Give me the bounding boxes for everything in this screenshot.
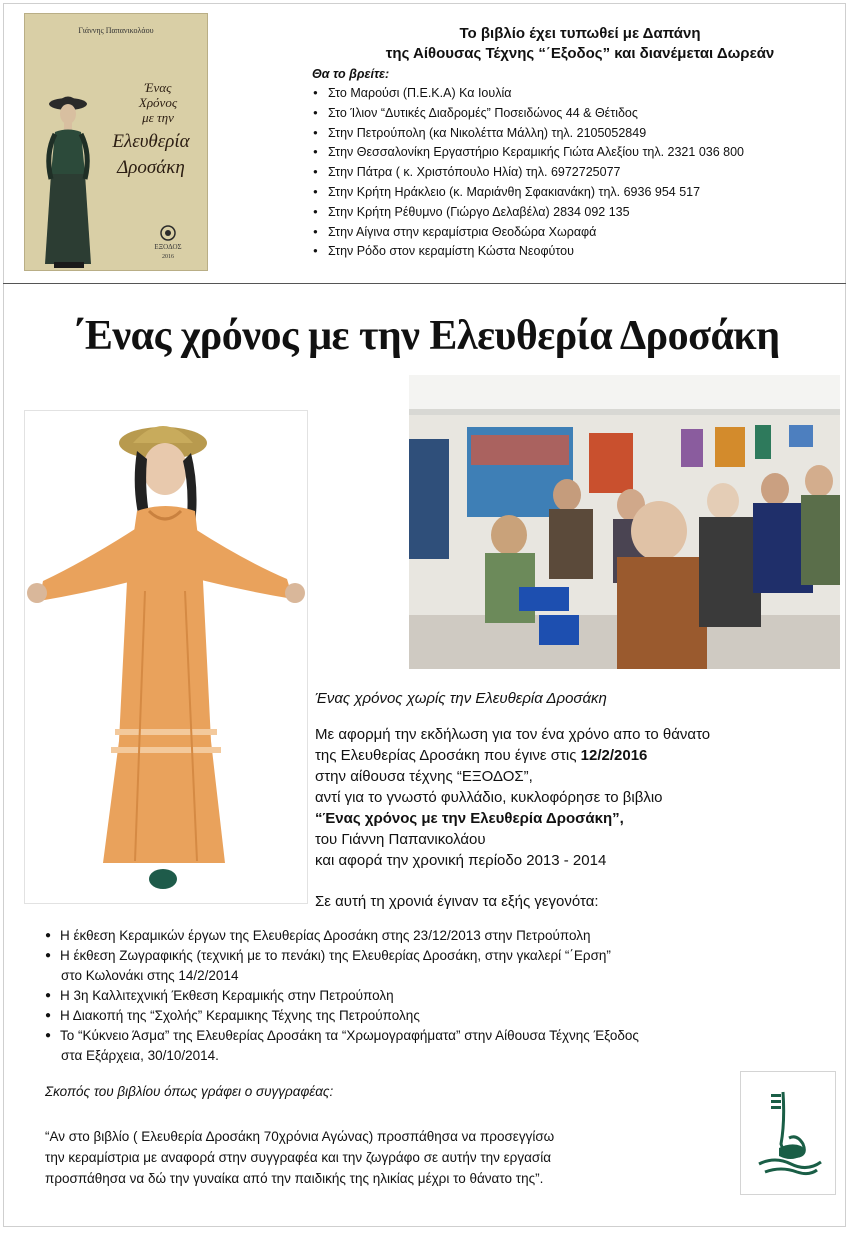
- paragraph-line: Με αφορμή την εκδήλωση για τον ένα χρόνο απο το θάνατο: [315, 726, 711, 743]
- header-line-2: της Αίθουσας Τέχνης “΄Εξοδος” και διανέμεται Δωρεάν: [385, 45, 775, 62]
- paragraph-line: της Ελευθερίας Δροσάκη που έγινε στις 12/2/2016: [315, 747, 648, 764]
- divider: [3, 283, 846, 284]
- woman-in-dress-photo: [24, 410, 308, 904]
- where-to-find-label: Θα το βρείτε:: [312, 67, 390, 81]
- bullet-icon: [312, 183, 328, 204]
- book-cover-image: [25, 14, 207, 270]
- location-item: ●Στην Πετρούπολη (κα Νικολέττα Μάλλη) τηλ. 2105052849: [312, 124, 744, 144]
- woman-figure-illustration: [41, 94, 101, 274]
- cover-publisher: ΕΞΟΔΟΣ: [154, 243, 182, 251]
- location-item: ●Στο Μαρούσι (Π.Ε.Κ.Α) Κα Ιουλία: [312, 84, 744, 104]
- bullet-icon: [312, 104, 328, 125]
- bullet-icon: ●: [45, 950, 52, 961]
- cover-title-small: Ένας Χρόνος με την: [138, 80, 178, 125]
- page-title: ΄Ενας χρόνος με την Ελευθερία Δροσάκη: [71, 313, 780, 359]
- location-item: ●Στην Ρόδο στον κεραμίστη Κώστα Νεοφύτου: [312, 242, 744, 262]
- bullet-icon: ●: [45, 1010, 52, 1021]
- cover-author: Γιάννης Παπανικολάου: [78, 26, 154, 35]
- event-audience-photo: [409, 375, 840, 669]
- event-item: ● Η 3η Καλλιτεχνική Έκθεση Κεραμικής στην Πετρούπολη: [45, 986, 639, 1006]
- event-item: ● Η έκθεση Κεραμικών έργων της Ελευθερίας Δροσάκη στης 23/12/2013 στην Πετρούπολη: [45, 926, 639, 946]
- bullet-icon: [312, 84, 328, 105]
- bullet-icon: [312, 203, 328, 224]
- cover-title-large: Ελευθερία Δροσάκη: [112, 131, 190, 178]
- bullet-icon: ●: [45, 990, 52, 1001]
- bullet-icon: [312, 143, 328, 164]
- location-item: ●Στην Κρήτη Ηράκλειο (κ. Μαριάνθη Σφακιανάκη) τηλ. 6936 954 517: [312, 183, 744, 203]
- article-paragraph: [315, 724, 710, 871]
- event-item: ● Η έκθεση Ζωγραφικής (τεχνική με το πενάκι) της Ελευθερίας Δροσάκη, στην γκαλερί “΄Ερση” στο Κωλονάκι στης 14/2/2014: [45, 948, 611, 983]
- author-quote: [45, 1126, 554, 1189]
- events-intro: Σε αυτή τη χρονιά έγιναν τα εξής γεγονότα:: [315, 893, 599, 910]
- quote-line: “Αν στο βιβλίο ( Ελευθερία Δροσάκη 70χρόνια Αγώνας) προσπάθησα να προσεγγίσω: [45, 1129, 555, 1144]
- book-title-inline: “Ένας χρόνος με την Ελευθερία Δροσάκη”,: [315, 810, 624, 827]
- quote-line: την κεραμίστρια με αναφορά στην συγγραφέα και την ζωγράφο σε αυτήν την εργασία: [45, 1150, 552, 1165]
- bullet-icon: ●: [45, 930, 52, 941]
- locations-list: [312, 84, 744, 262]
- bullet-icon: ●: [45, 1030, 52, 1041]
- events-list: [45, 926, 639, 1066]
- bullet-icon: [312, 163, 328, 184]
- location-item: ●Στην Κρήτη Ρέθυμνο (Γιώργο Δελαβέλα) 2834 092 135: [312, 203, 744, 223]
- location-item: ●Στην Αίγινα στην κεραμίστρια Θεοδώρα Χωραφά: [312, 223, 744, 243]
- paragraph-line: στην αίθουσα τέχνης “ΕΞΟΔΟΣ”,: [315, 768, 533, 785]
- bullet-icon: [312, 242, 328, 263]
- location-item: ●Στην Πάτρα ( κ. Χριστόπουλο Ηλία) τηλ. 6972725077: [312, 163, 744, 183]
- event-item: ● Το “Κύκνειο Άσμα” της Ελευθερίας Δροσάκη τα “Χρωμογραφήματα” στην Αίθουσα Τέχνης Έξοδος στα Εξάρχεια, 30/10/2014.: [45, 1028, 639, 1063]
- publisher-logo-icon: [160, 225, 176, 241]
- gallery-logo: [740, 1071, 836, 1195]
- bullet-icon: [312, 124, 328, 145]
- paragraph-line: και αφορά την χρονική περίοδο 2013 - 2014: [315, 852, 607, 869]
- location-item: ●Στο Ίλιον “Δυτικές Διαδρομές” Ποσειδώνος 44 & Θέτιδος: [312, 104, 744, 124]
- swan-logo-icon: [741, 1072, 835, 1194]
- purpose-label: Σκοπός του βιβλίου όπως γράφει ο συγγραφέας:: [45, 1084, 334, 1099]
- quote-line: προσπάθησα να δώ την γυναίκα από την παιδικής της ηλικίας μέχρι το θάνατο της”.: [45, 1171, 544, 1186]
- cover-year: 2016: [162, 254, 174, 260]
- event-item: ● Η Διακοπή της “Σχολής” Κεραμικης Τέχνης της Πετρούπολης: [45, 1006, 639, 1026]
- paragraph-line: αντί για το γνωστό φυλλάδιο, κυκλοφόρησε το βιβλιο: [315, 789, 663, 806]
- event-date: 12/2/2016: [580, 747, 648, 764]
- location-item: ●Στην Θεσσαλονίκη Εργαστήριο Κεραμικής Γιώτα Αλεξίου τηλ. 2321 036 800: [312, 143, 744, 163]
- bullet-icon: [312, 223, 328, 244]
- article-subheading: Ένας χρόνος χωρίς την Ελευθερία Δροσάκη: [315, 690, 607, 707]
- paragraph-line: του Γιάννη Παπανικολάου: [315, 831, 486, 848]
- header-line-1: Το βιβλίο έχει τυπωθεί με Δαπάνη: [459, 25, 701, 42]
